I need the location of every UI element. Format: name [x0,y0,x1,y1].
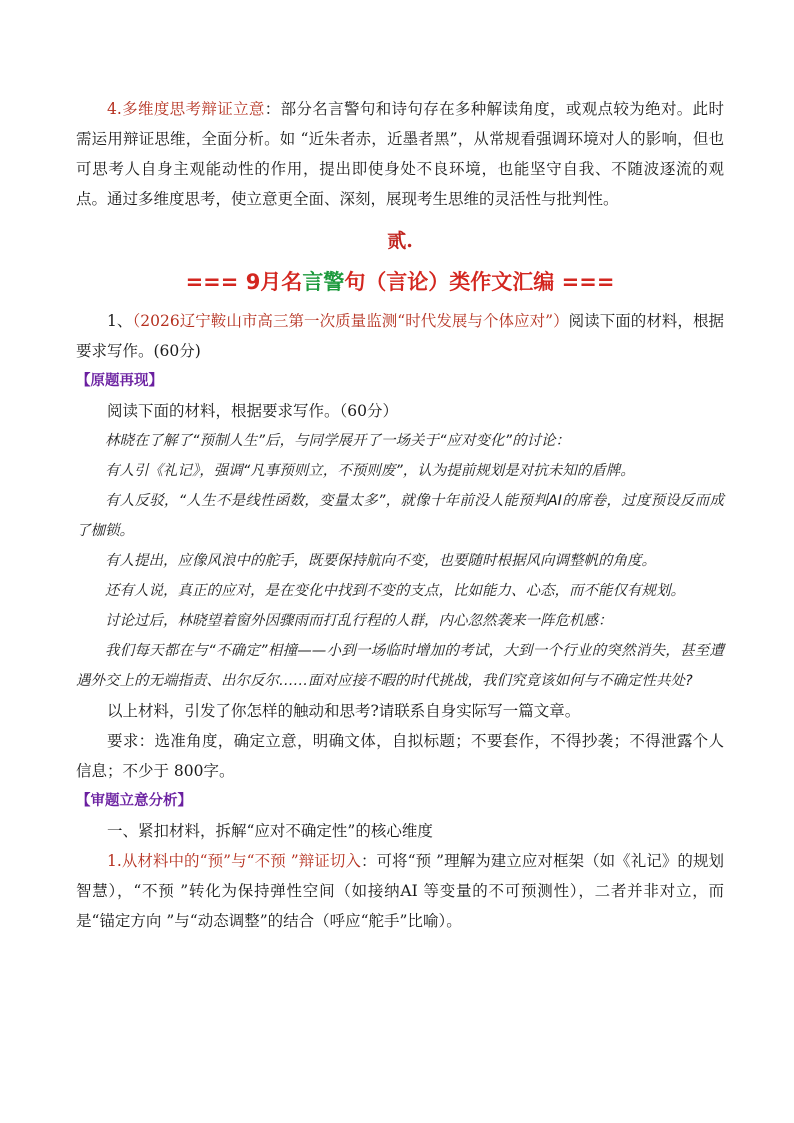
material-line-1: 林晓在了解了“预制人生”后，与同学展开了一场关于“应对变化”的讨论： [105,433,571,449]
material-line-6: 讨论过后，林晓望着窗外因骤雨而打乱行程的人群，内心忽然袭来一阵危机感： [105,613,613,629]
analysis-heading: 一、紧扣材料，拆解“应对不确定性”的核心维度 [107,822,433,840]
analysis-point-1-body: ：可将“预 ”理解为建立应对框架（如《礼记》的规划智慧），“不预 ”转化为保持弹性空间（如接纳AI 等变量的不可预测性），二者并非对立，而是“锚定方向 ”与“动态调整”的结合（呼应“舵手”比喻）。 [76,852,724,930]
question-1-source: （2026辽宁鞍山市高三第一次质量监测“时代发展与个体应对”） [132,312,569,330]
question-1-text: 阅读下面的材料，根据要求写作。(60分) [76,312,724,360]
intro-lead: 4.多维度思考辩证立意 [107,100,265,118]
page-content [76,94,724,936]
material-line-3: 有人反驳，“人生不是线性函数，变量太多”，就像十年前没人能预判AI的席卷，过度预设反而成了枷锁。 [76,493,724,539]
writing-requirements: 要求：选准角度，确定立意，明确文体，自拟标题；不要套作，不得抄袭；不得泄露个人信息；不少于 800字。 [76,732,724,780]
label-original-question: 【原题再现】 [76,372,163,389]
title-deco-left: === [185,270,246,294]
title-part-2: 言警 [302,270,345,294]
question-1-number: 1、 [107,312,133,330]
material-line-2: 有人引《礼记》，强调“凡事预则立，不预则废”，认为提前规划是对抗未知的盾牌。 [105,463,635,479]
title-deco-right: === [554,270,615,294]
analysis-point-1 [76,846,724,936]
section-number: 贰. [387,230,413,252]
intro-body: ：部分名言警句和诗句存在多种解读角度，或观点较为绝对。此时需运用辩证思维，全面分析。如 “近朱者赤，近墨者黑”，从常规看强调环境对人的影响，但也可思考人自身主观能动性的作用，提出即使身处不良环境，也能坚守自我、不随波逐流的观点。通过多维度思考，使立意更全面、深刻，展现考生思维的灵活性与批判性。 [76,100,724,208]
material-line-4: 有人提出，应像风浪中的舵手，既要保持航向不变，也要随时根据风向调整帆的角度。 [105,553,656,569]
analysis-point-1-lead: 1.从材料中的“预”与“不预 ”辩证切入 [107,852,361,870]
title-part-1: 9月名 [245,270,303,294]
material-line-5: 还有人说，真正的应对，是在变化中找到不变的支点，比如能力、心态，而不能仅有规划。 [105,583,685,599]
material-line-7: 我们每天都在与“不确定”相撞——小到一场临时增加的考试，大到一个行业的突然消失，甚至遭遇外交上的无端指责、出尔反尔……面对应接不暇的时代挑战，我们究竟该如何与不确定性共处? [76,643,724,689]
writing-prompt: 以上材料，引发了你怎样的触动和思考?请联系自身实际写一篇文章。 [107,702,581,720]
intro-paragraph [76,94,724,214]
title-part-3: 句（言论）类作文汇编 [344,270,555,294]
main-title [76,262,724,302]
original-instruction: 阅读下面的材料，根据要求写作。（60分） [107,402,398,420]
question-1 [76,306,724,366]
label-analysis: 【审题立意分析】 [76,792,192,809]
